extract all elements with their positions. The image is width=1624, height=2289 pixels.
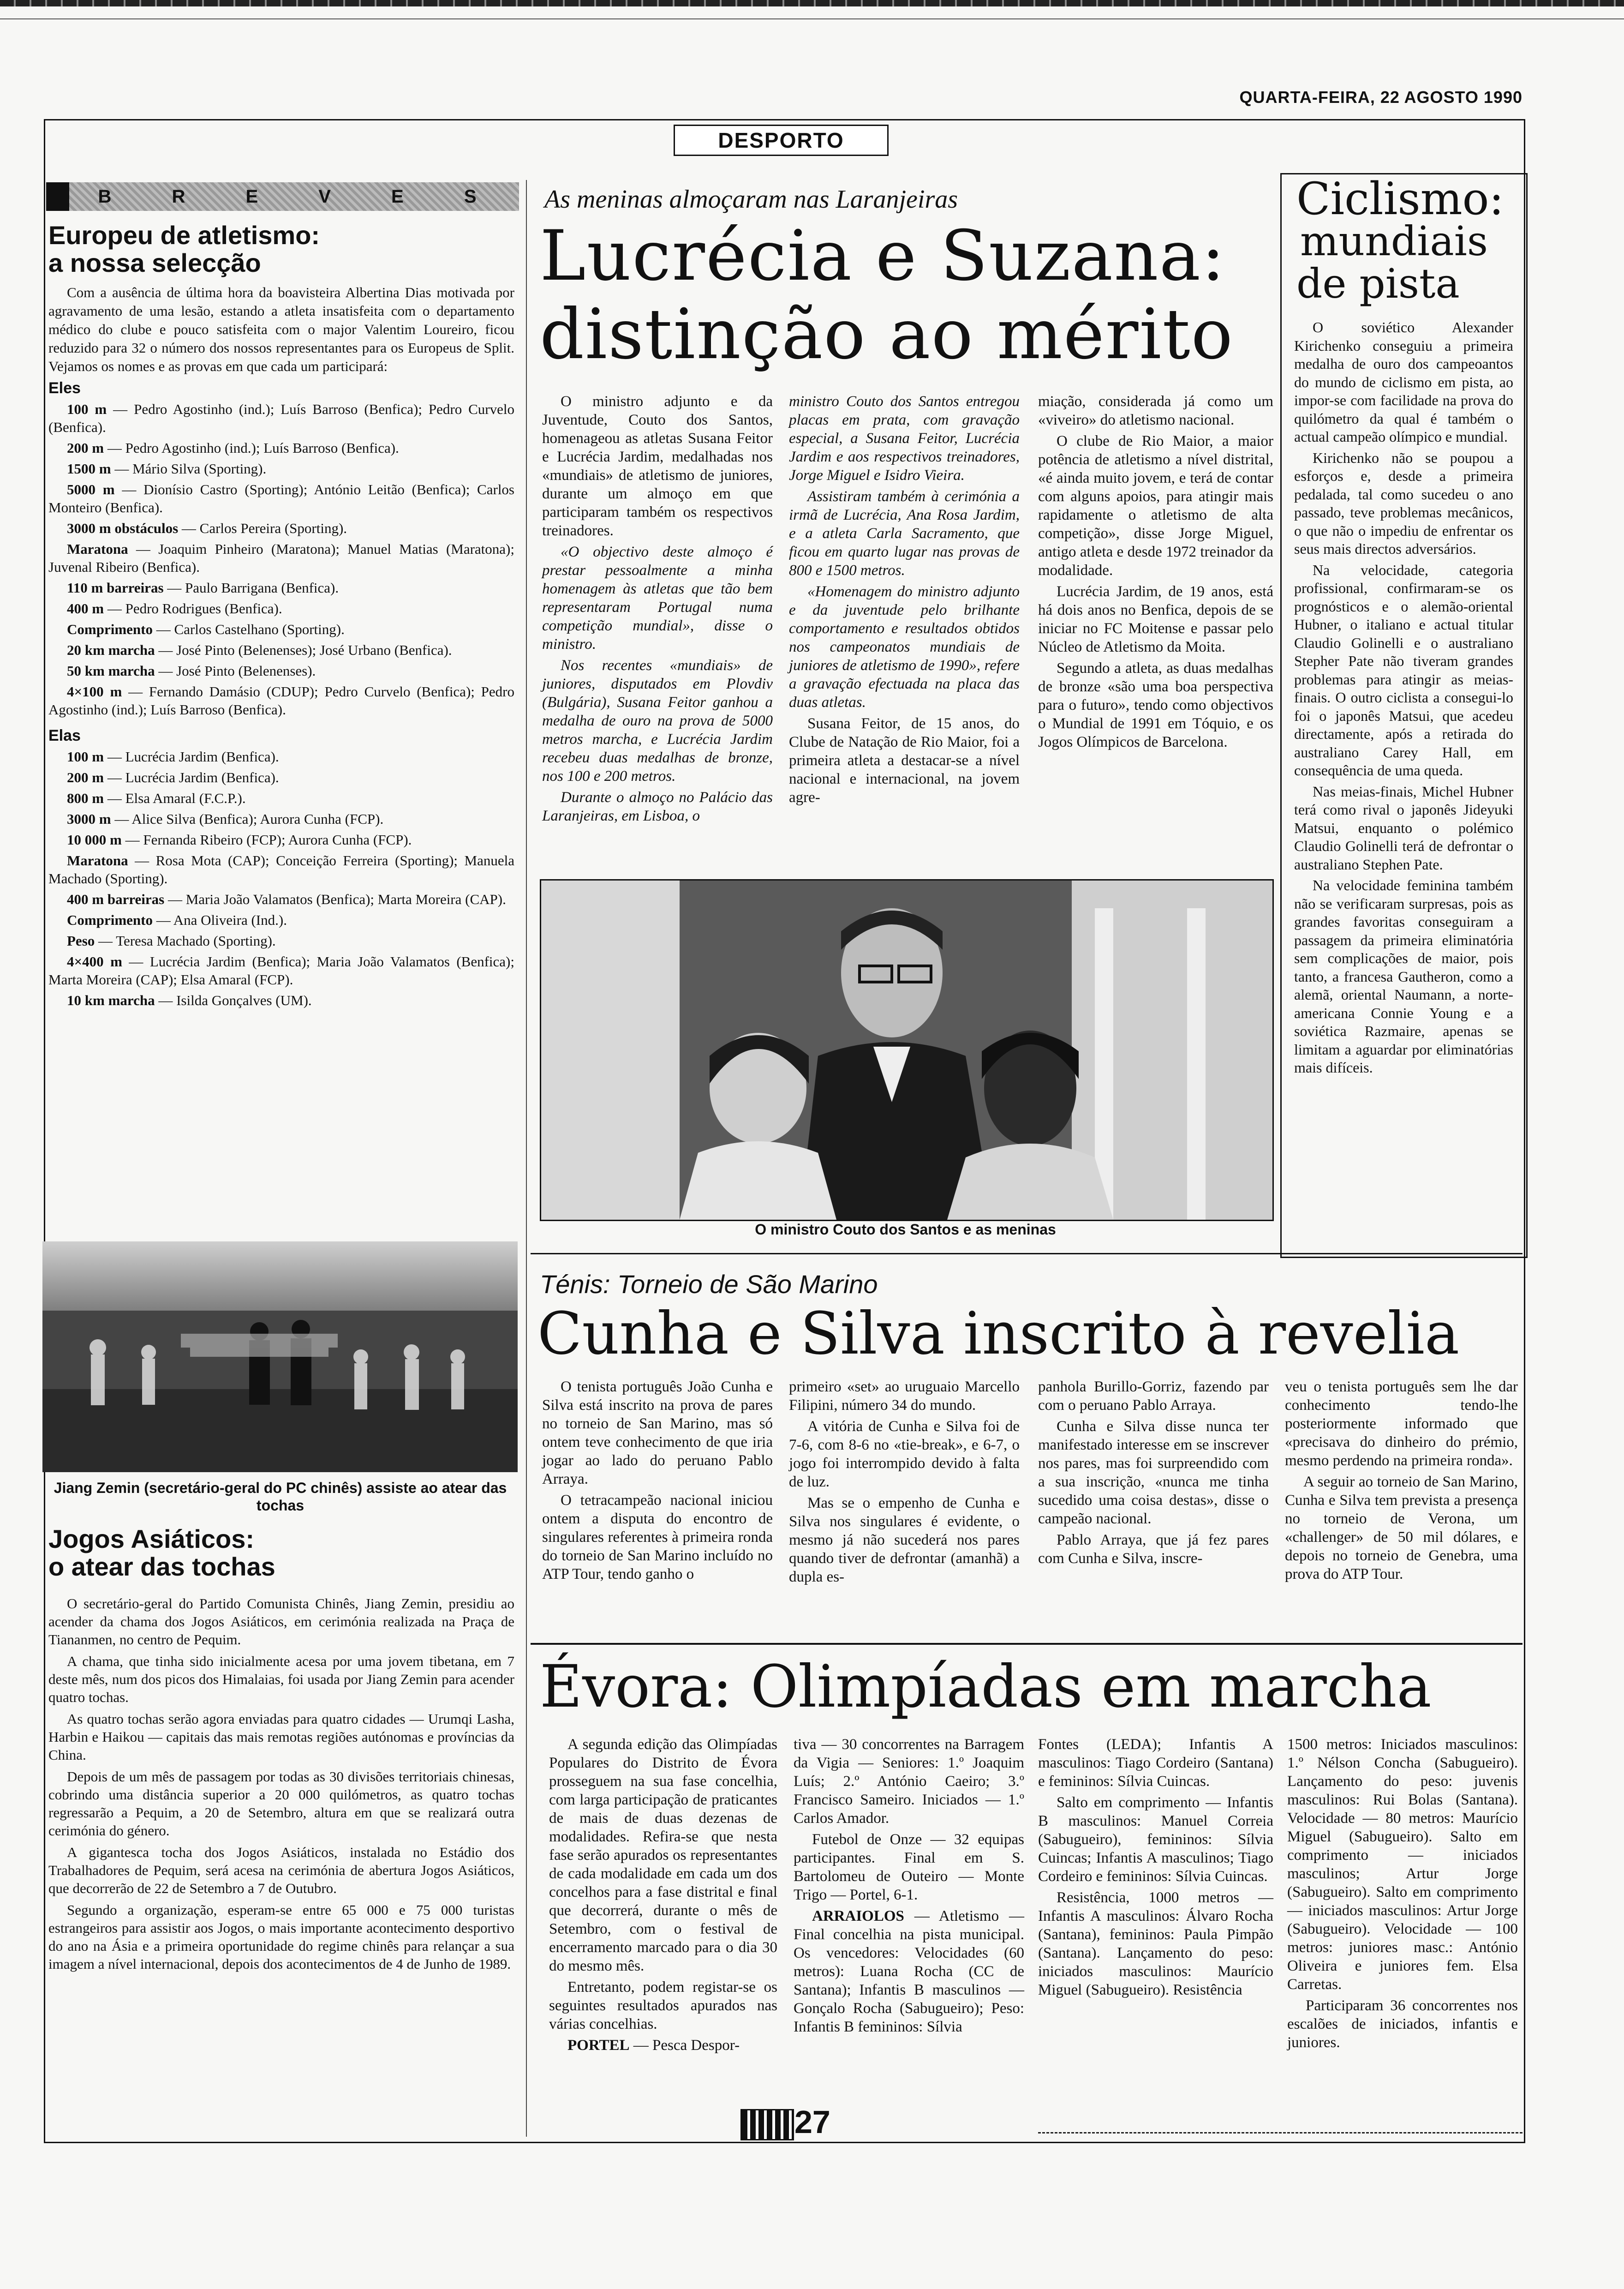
lucrecia-headline (540, 217, 1234, 374)
top-rule (0, 18, 1624, 19)
paragraph-text: — Atletismo — Final concelhia na pista municipal. Os vencedores: Velocidades (60 metros): Luana Rocha (CC de Santana); Infantis B masculinos — Gonçalo Rocha (Sabugueiro); Peso: Infantis B femininos: Sílvia (794, 1908, 1025, 2035)
torch-ceremony-image (42, 1241, 518, 1472)
result-item (48, 748, 514, 766)
result-item (48, 683, 514, 719)
breves-item1-title (48, 222, 514, 277)
eles-list (48, 400, 514, 719)
footer-logo-icon (740, 2109, 794, 2140)
paragraph: primeiro «set» ao uruguaio Marcello Filipini, número 34 do mundo. (789, 1378, 1020, 1414)
tenis-top-rule (531, 1253, 1522, 1254)
breves-item1 (48, 222, 514, 1012)
title-line: Jogos Asiáticos: (48, 1524, 255, 1553)
paragraph: miação, considerada já como um «viveiro» do atletismo nacional. (1038, 393, 1273, 428)
paragraph: Depois de um mês de passagem por todas as 30 divisões territoriais chinesas, cobrindo uma distância superior a 20 000 quilómetros, as quatro tochas regressarão a Pequim, a 20 de Setembro, altura em que se realizará outra cerimónia do género. (48, 1768, 514, 1839)
paragraph: Segundo a organização, esperam-se entre 65 000 e 75 000 turistas estrangeiros para assistir aos Jogos, o mais importante acontecimento desportivo do ano na Ásia e a primeira oportunidade do regime chinês para relançar a sua imagem a nível internacional, depois dos acontecimentos de 4 de Junho de 1989. (48, 1902, 514, 1972)
result-athletes: — Elsa Amaral (F.C.P.). (107, 790, 246, 806)
elas-list (48, 748, 514, 1009)
breves-item1-intro: Com a ausência de última hora da boavisteira Albertina Dias motivada por agravamento de uma lesão, estando a atleta insatisfeita com o departamento médico do clube e pouco satisfeita com o major Valentim Loureiro, ficou reduzido para 32 o número dos nossos representantes para os Europeus de Split. Vejamos os nomes e as provas em que cada um participará: (48, 284, 514, 374)
lucrecia-col1 (542, 392, 773, 828)
result-athletes: — Joaquim Pinheiro (Maratona); Manuel Matias (Maratona); Juvenal Ribeiro (Benfica). (48, 541, 514, 575)
result-athletes: — Pedro Agostinho (ind.); Luís Barroso (Benfica); Pedro Curvelo (Benfica). (48, 401, 515, 435)
evora-col4 (1287, 1735, 1518, 2055)
paragraph: Pablo Arraya, que já fez pares com Cunha e Silva, inscre- (1038, 1532, 1269, 1567)
result-item (48, 460, 514, 478)
result-event: 100 m (67, 749, 104, 765)
evora-col1 (549, 1735, 777, 2057)
headline-line: Lucrécia e Suzana: (540, 216, 1226, 296)
result-athletes: — Isilda Gonçalves (UM). (158, 992, 312, 1008)
result-athletes: — Teresa Machado (Sporting). (98, 933, 276, 949)
paragraph: A seguir ao torneio de San Marino, Cunha e Silva tem prevista a presença no torneio de Verona, um «challenger» de 50 mil dólares, e depois no torneio de Genebra, uma prova do ATP Tour. (1285, 1474, 1518, 1582)
result-athletes: — Carlos Castelhano (Sporting). (156, 621, 345, 637)
paragraph: Salto em comprimento — Infantis B masculinos: Manuel Correia (Sabugueiro), femininos: Sílvia Cuincas; Infantis A masculinos; Tiago Cordeiro e femininos: Sílvia Cuincas. (1038, 1794, 1273, 1885)
breves-bar (46, 182, 519, 211)
evora-top-rule (531, 1643, 1522, 1645)
tenis-col1 (542, 1378, 773, 1586)
eles-label: Eles (48, 379, 81, 397)
tenis-col3 (1038, 1378, 1269, 1570)
result-event: 1500 m (67, 461, 111, 477)
section-label: DESPORTO (674, 125, 889, 156)
result-item (48, 890, 514, 908)
torch-ceremony-photo (42, 1241, 518, 1472)
result-event: 4×100 m (67, 683, 122, 700)
paragraph: ministro Couto dos Santos entregou placas em prata, com gravação especial, a Susana Feitor, Lucrécia Jardim e aos respectivos treinadores, Jorge Miguel e Isidro Vieira. (789, 393, 1020, 484)
ciclismo-body (1294, 318, 1513, 1080)
result-item (48, 991, 514, 1009)
paragraph: Futebol de Onze — 32 equipas participantes. Final em S. Bartolomeu de Outeiro — Monte Trigo — Portel, 6-1. (794, 1831, 1024, 1903)
lucrecia-col3 (1038, 392, 1273, 754)
paragraph: Entretanto, podem registar-se os seguintes resultados apurados nas várias concelhias. (549, 1979, 777, 2032)
result-event: 200 m (67, 440, 104, 456)
title-line: a nossa selecção (48, 248, 261, 277)
lucrecia-col2 (789, 392, 1020, 809)
result-athletes: — Mário Silva (Sporting). (114, 461, 267, 477)
result-event: Comprimento (67, 621, 153, 637)
result-athletes: — Pedro Rodrigues (Benfica). (107, 600, 282, 617)
result-athletes: — Carlos Pereira (Sporting). (181, 520, 347, 536)
result-item (48, 519, 514, 537)
footer-rule (1038, 2132, 1522, 2135)
ciclismo-headline (1296, 173, 1504, 307)
paragraph: Lucrécia Jardim, de 19 anos, está há dois anos no Benfica, depois de se iniciar no FC Moitense e passar pelo Núcleo de Atletismo da Moita. (1038, 583, 1273, 655)
paragraph: Nas meias-finais, Michel Hubner terá como rival o japonês Jideyuki Matsui, enquanto o polémico Claudio Golinelli terá de defrontar o australiano Stephen Pate. (1294, 783, 1513, 873)
result-athletes: — Lucrécia Jardim (Benfica). (107, 749, 279, 765)
evora-headline: Évora: Olimpíadas em marcha (540, 1653, 1432, 1720)
paragraph: Segundo a atleta, as duas medalhas de bronze «são uma boa perspectiva para o futuro», tendo como objectivos o Mundial de 1991 em Tóquio, e os Jogos Olímpicos de Barcelona. (1038, 660, 1273, 750)
paragraph: O tenista português João Cunha e Silva está inscrito na prova de pares no torneio de San Marino, mas só ontem teve conhecimento de que iria jogar ao lado do peruano Pablo Arraya. (542, 1378, 773, 1487)
paragraph-text: — Pesca Despor- (633, 2037, 740, 2054)
ministro-photo (540, 879, 1274, 1221)
paragraph: O clube de Rio Maior, a maior potência de atletismo a nível distrital, «é ainda muito jovem, e terá de contar com alguns apoios, para atingir mais rapidamente o atletismo de alta competição», disse Jorge Miguel, antigo atleta e desde 1972 treinador da modalidade. (1038, 433, 1273, 579)
result-event: 400 m (67, 600, 104, 617)
headline-line: distinção ao mérito (540, 294, 1234, 375)
result-event: Maratona (67, 541, 128, 557)
tenis-kicker: Ténis: Torneio de São Marino (540, 1270, 878, 1299)
paragraph: veu o tenista português sem lhe dar conhecimento tendo-lhe posteriormente informado que «precisava do dinheiro do prémio, mesmo perdendo na primeira ronda». (1285, 1378, 1518, 1469)
result-athletes: — José Pinto (Belenenses); José Urbano (Benfica). (158, 642, 452, 658)
tenis-col4 (1285, 1378, 1518, 1586)
paragraph: panhola Burillo-Gorriz, fazendo par com o peruano Pablo Arraya. (1038, 1378, 1269, 1414)
result-item (48, 789, 514, 807)
paragraph: Mas se o empenho de Cunha e Silva nos singulares é evidente, o mesmo já não sucederá nos pares quando tiver de defrontar (amanhã) a dupla es- (789, 1495, 1020, 1585)
result-item (48, 768, 514, 786)
result-item (48, 932, 514, 950)
paragraph: O secretário-geral do Partido Comunista Chinês, Jiang Zemin, presidiu ao acender da chama dos Jogos Asiáticos, em cerimónia realizada na Praça de Tiananmen, no centro de Pequim. (48, 1595, 514, 1648)
result-item (48, 953, 514, 989)
paragraph: O tetracampeão nacional iniciou ontem a disputa do encontro de singulares referentes à primeira ronda do torneio de San Marino incluído no ATP Tour, tendo ganho o (542, 1492, 773, 1582)
paragraph: tiva — 30 concorrentes na Barragem da Vigia — Seniores: 1.º Joaquim Luís; 2.º António Caeiro; 3.º Francisco Sameiro. Iniciados — 1.º Carlos Amador. (794, 1736, 1024, 1827)
result-event: Maratona (67, 852, 128, 869)
result-item (48, 810, 514, 828)
result-athletes: — Fernando Damásio (CDUP); Pedro Curvelo (Benfica); Pedro Agostinho (ind.); Luís Barroso (Benfica). (48, 683, 514, 718)
result-athletes: — Alice Silva (Benfica); Aurora Cunha (FCP). (114, 811, 384, 827)
paragraph: «O objectivo deste almoço é prestar pessoalmente a minha homenagem às atletas que tão bem representaram Portugal numa competição mundial», disse o ministro. (542, 544, 773, 653)
result-athletes: — Lucrécia Jardim (Benfica). (107, 769, 279, 785)
result-athletes: — Fernanda Ribeiro (FCP); Aurora Cunha (FCP). (125, 832, 412, 848)
breves-item2 (48, 1525, 514, 1977)
result-event: 110 m barreiras (67, 580, 164, 596)
result-event: 50 km marcha (67, 663, 155, 679)
title-line: o atear das tochas (48, 1552, 275, 1581)
paragraph: Durante o almoço no Palácio das Laranjeiras, em Lisboa, o (542, 789, 773, 824)
torch-photo-caption: Jiang Zemin (secretário-geral do PC chinês) assiste ao atear das tochas (54, 1480, 507, 1514)
result-item (48, 400, 514, 436)
tenis-col2 (789, 1378, 1020, 1589)
result-athletes: — José Pinto (Belenenses). (158, 663, 316, 679)
paragraph: Na velocidade feminina também não se verificaram surpresas, pois as grandes favoritas conseguiram a passagem da primeira eliminatória sem complicações de maior, pois tanto, a francesa Gautheron, como a alemã, oriental Naumann, a norte-americana Connie Young e a soviética Razmaire, apenas se limitam a aguardar por eliminatórias mais difíceis. (1294, 877, 1513, 1076)
issue-date: QUARTA-FEIRA, 22 AGOSTO 1990 (1239, 88, 1522, 107)
breves-label: B R E V E S (98, 186, 504, 207)
result-item (48, 831, 514, 849)
paragraph: Kirichenko não se poupou a esforços e, desde a primeira pedalada, tal como sucedeu o ano passado, teve problemas mecânicos, o que não o impediu de enfrentar os seus mais directos adversários. (1294, 449, 1513, 557)
headline-line: de pista (1296, 260, 1460, 307)
tenis-headline: Cunha e Silva inscrito à revelia (537, 1300, 1460, 1367)
result-item (48, 540, 514, 576)
result-event: 10 km marcha (67, 992, 155, 1008)
result-athletes: — Ana Oliveira (Ind.). (156, 912, 287, 928)
headline-line: mundiais (1300, 217, 1488, 265)
paragraph: A vitória de Cunha e Silva foi de 7-6, com 8-6 no «tie-break», e 6-7, o jogo foi interrompido devido à falta de luz. (789, 1418, 1020, 1490)
paragraph: Resistência, 1000 metros — Infantis A masculinos: Álvaro Rocha (Santana), femininos: Paula Pimpão (Santana). Lançamento do peso: iniciados masculinos: Maurício Miguel (Sabugueiro). Resistência (1038, 1889, 1273, 1998)
paragraph: Cunha e Silva disse nunca ter manifestado interesse em se inscrever nos pares, mas foi surpreendido com a sua inscrição, «nunca me tinha sucedido uma coisa destas», disse o campeão nacional. (1038, 1418, 1269, 1527)
result-event: 5000 m (67, 481, 115, 497)
result-item (48, 439, 514, 457)
column-rule (526, 180, 527, 2137)
result-item (48, 579, 514, 597)
breves-item2-body (48, 1594, 514, 1973)
result-athletes: — Dionísio Castro (Sporting); António Leitão (Benfica); Carlos Monteiro (Benfica). (48, 481, 514, 515)
result-event: 400 m barreiras (67, 891, 165, 907)
result-item (48, 480, 514, 516)
result-event: 3000 m (67, 811, 111, 827)
evora-col2 (794, 1735, 1024, 2039)
evora-col3 (1038, 1735, 1273, 2002)
paragraph: A gigantesca tocha dos Jogos Asiáticos, instalada no Estádio dos Trabalhadores de Pequim, será acesa na cerimónia de abertura Jogos Asiáticos, que decorrerão de 22 de Setembro a 7 de Outubro. (48, 1844, 514, 1896)
paragraph: A chama, que tinha sido inicialmente acesa por uma jovem tibetana, em 7 deste mês, num dos picos dos Himalaias, foi usada por Jiang Zemin para acender quatro tochas. (48, 1653, 514, 1705)
result-event: 10 000 m (67, 832, 122, 848)
result-event: 200 m (67, 769, 104, 785)
result-event: 3000 m obstáculos (67, 520, 179, 536)
result-event: 20 km marcha (67, 642, 155, 658)
elas-label: Elas (48, 727, 81, 744)
paragraph: As quatro tochas serão agora enviadas para quatro cidades — Urumqi Lasha, Harbin e Haikou — capitais das mais remotas regiões autónomas e províncias da China. (48, 1711, 514, 1763)
paragraph: A segunda edição das Olimpíadas Populares do Distrito de Évora prosseguem na sua fase concelhia, com larga participação de praticantes de mais de duas dezenas de modalidades. Refira-se que nesta fase serão apurados os representantes de cada modalidade em cada um dos concelhos para a fase distrital e final que decorrerá, durante o mês de Setembro, com o festival de encerramento marcado para o dia 30 do mesmo mês. (549, 1736, 777, 1974)
result-item (48, 662, 514, 680)
result-item (48, 911, 514, 929)
paragraph: O ministro adjunto e da Juventude, Couto dos Santos, homenageou as atletas Susana Feitor e Lucrécia Jardim, medalhadas nos «mundiais» de atletismo de juniores, durante um almoço em que participaram também os respectivos treinadores. (542, 393, 773, 539)
paragraph-lead: ARRAIOLOS (812, 1908, 904, 1924)
paragraph: Assistiram também à cerimónia a irmã de Lucrécia, Ana Rosa Jardim, e a atleta Carla Sacramento, que ficou em quarto lugar nas provas de 800 e 1500 metros. (789, 488, 1020, 579)
breves-item2-title (48, 1525, 514, 1581)
top-border (0, 0, 1624, 6)
breves-marker (46, 182, 69, 211)
paragraph: «Homenagem do ministro adjunto e da juventude pelo brilhante comportamento e resultados obtidos nos campeonatos mundiais de juniores de atletismo de 1990», refere a gravação efectuada na placa das duas atletas. (789, 583, 1020, 711)
page-number: 27 (794, 2104, 830, 2140)
result-event: Comprimento (67, 912, 153, 928)
result-item (48, 641, 514, 659)
result-athletes: — Maria João Valamatos (Benfica); Marta Moreira (CAP). (167, 891, 506, 907)
result-athletes: — Pedro Agostinho (ind.); Luís Barroso (Benfica). (107, 440, 399, 456)
ministro-image (541, 881, 1272, 1220)
paragraph (549, 2036, 777, 2055)
result-athletes: — Paulo Barrigana (Benfica). (167, 580, 339, 596)
result-item (48, 851, 514, 887)
title-line: Europeu de atletismo: (48, 221, 320, 250)
paragraph (794, 1907, 1024, 2036)
result-event: 4×400 m (67, 953, 122, 970)
paragraph: 1500 metros: Iniciados masculinos: 1.º Nélson Concha (Sabugueiro). Lançamento do peso: juvenis masculinos: Rui Bolas (Santana). Velocidade — 80 metros: Maurício Miguel (Sabugueiro). Salto em comprimento — iniciados masculinos; Artur Jorge (Sabugueiro). Salto em comprimento — iniciados masculinos: Artur Jorge (Sabugueiro). Velocidade — 100 metros: juniores masc.: António Oliveira e juniores fem. Elsa Carretas. (1287, 1736, 1518, 1993)
paragraph: O soviético Alexander Kirichenko conseguiu a primeira medalha de ouro dos campeoantos do mundo de ciclismo em pista, ao impor-se com facilidade na prova do quilómetro da qual é também o actual campeão olímpico e mundial. (1294, 319, 1513, 445)
paragraph: Fontes (LEDA); Infantis A masculinos: Tiago Cordeiro (Santana) e femininos: Sílvia Cuincas. (1038, 1736, 1273, 1790)
result-athletes: — Rosa Mota (CAP); Conceição Ferreira (Sporting); Manuela Machado (Sporting). (48, 852, 514, 887)
lucrecia-kicker: As meninas almoçaram nas Laranjeiras (544, 185, 958, 214)
result-event: 800 m (67, 790, 104, 806)
result-event: Peso (67, 933, 95, 949)
ministro-photo-caption: O ministro Couto dos Santos e as meninas (755, 1221, 1056, 1238)
result-athletes: — Lucrécia Jardim (Benfica); Maria João Valamatos (Benfica); Marta Moreira (CAP); Elsa Amaral (FCP). (48, 953, 514, 988)
paragraph: Nos recentes «mundiais» de juniores, disputados em Plovdiv (Bulgária), Susana Feitor ganhou a medalha de ouro na prova de 5000 metros marcha, e Lucrécia Jardim recebeu duas medalhas de bronze, nos 100 e 200 metros. (542, 657, 773, 785)
paragraph: Susana Feitor, de 15 anos, do Clube de Natação de Rio Maior, foi a primeira atleta a destacar-se a nível nacional e internacional, na jovem agre- (789, 715, 1020, 806)
headline-line: Ciclismo: (1296, 173, 1504, 225)
paragraph: Na velocidade, categoria profissional, confirmaram-se os prognósticos e o alemão-oriental Hubner, o italiano e actual titular Claudio Golinelli e o australiano Stepher Pate não tiveram grandes problemas para atingir as meias-finais. O outro ciclista a consegui-lo foi o japonês Matsui, que acedeu directamente, após a retirada do australiano Carey Hall, em consequência de uma queda. (1294, 561, 1513, 779)
result-item (48, 620, 514, 638)
result-item (48, 599, 514, 617)
paragraph-lead: PORTEL (567, 2037, 630, 2054)
paragraph: Participaram 36 concorrentes nos escalões de iniciados, infantis e juniores. (1287, 1997, 1518, 2051)
result-event: 100 m (67, 401, 107, 417)
